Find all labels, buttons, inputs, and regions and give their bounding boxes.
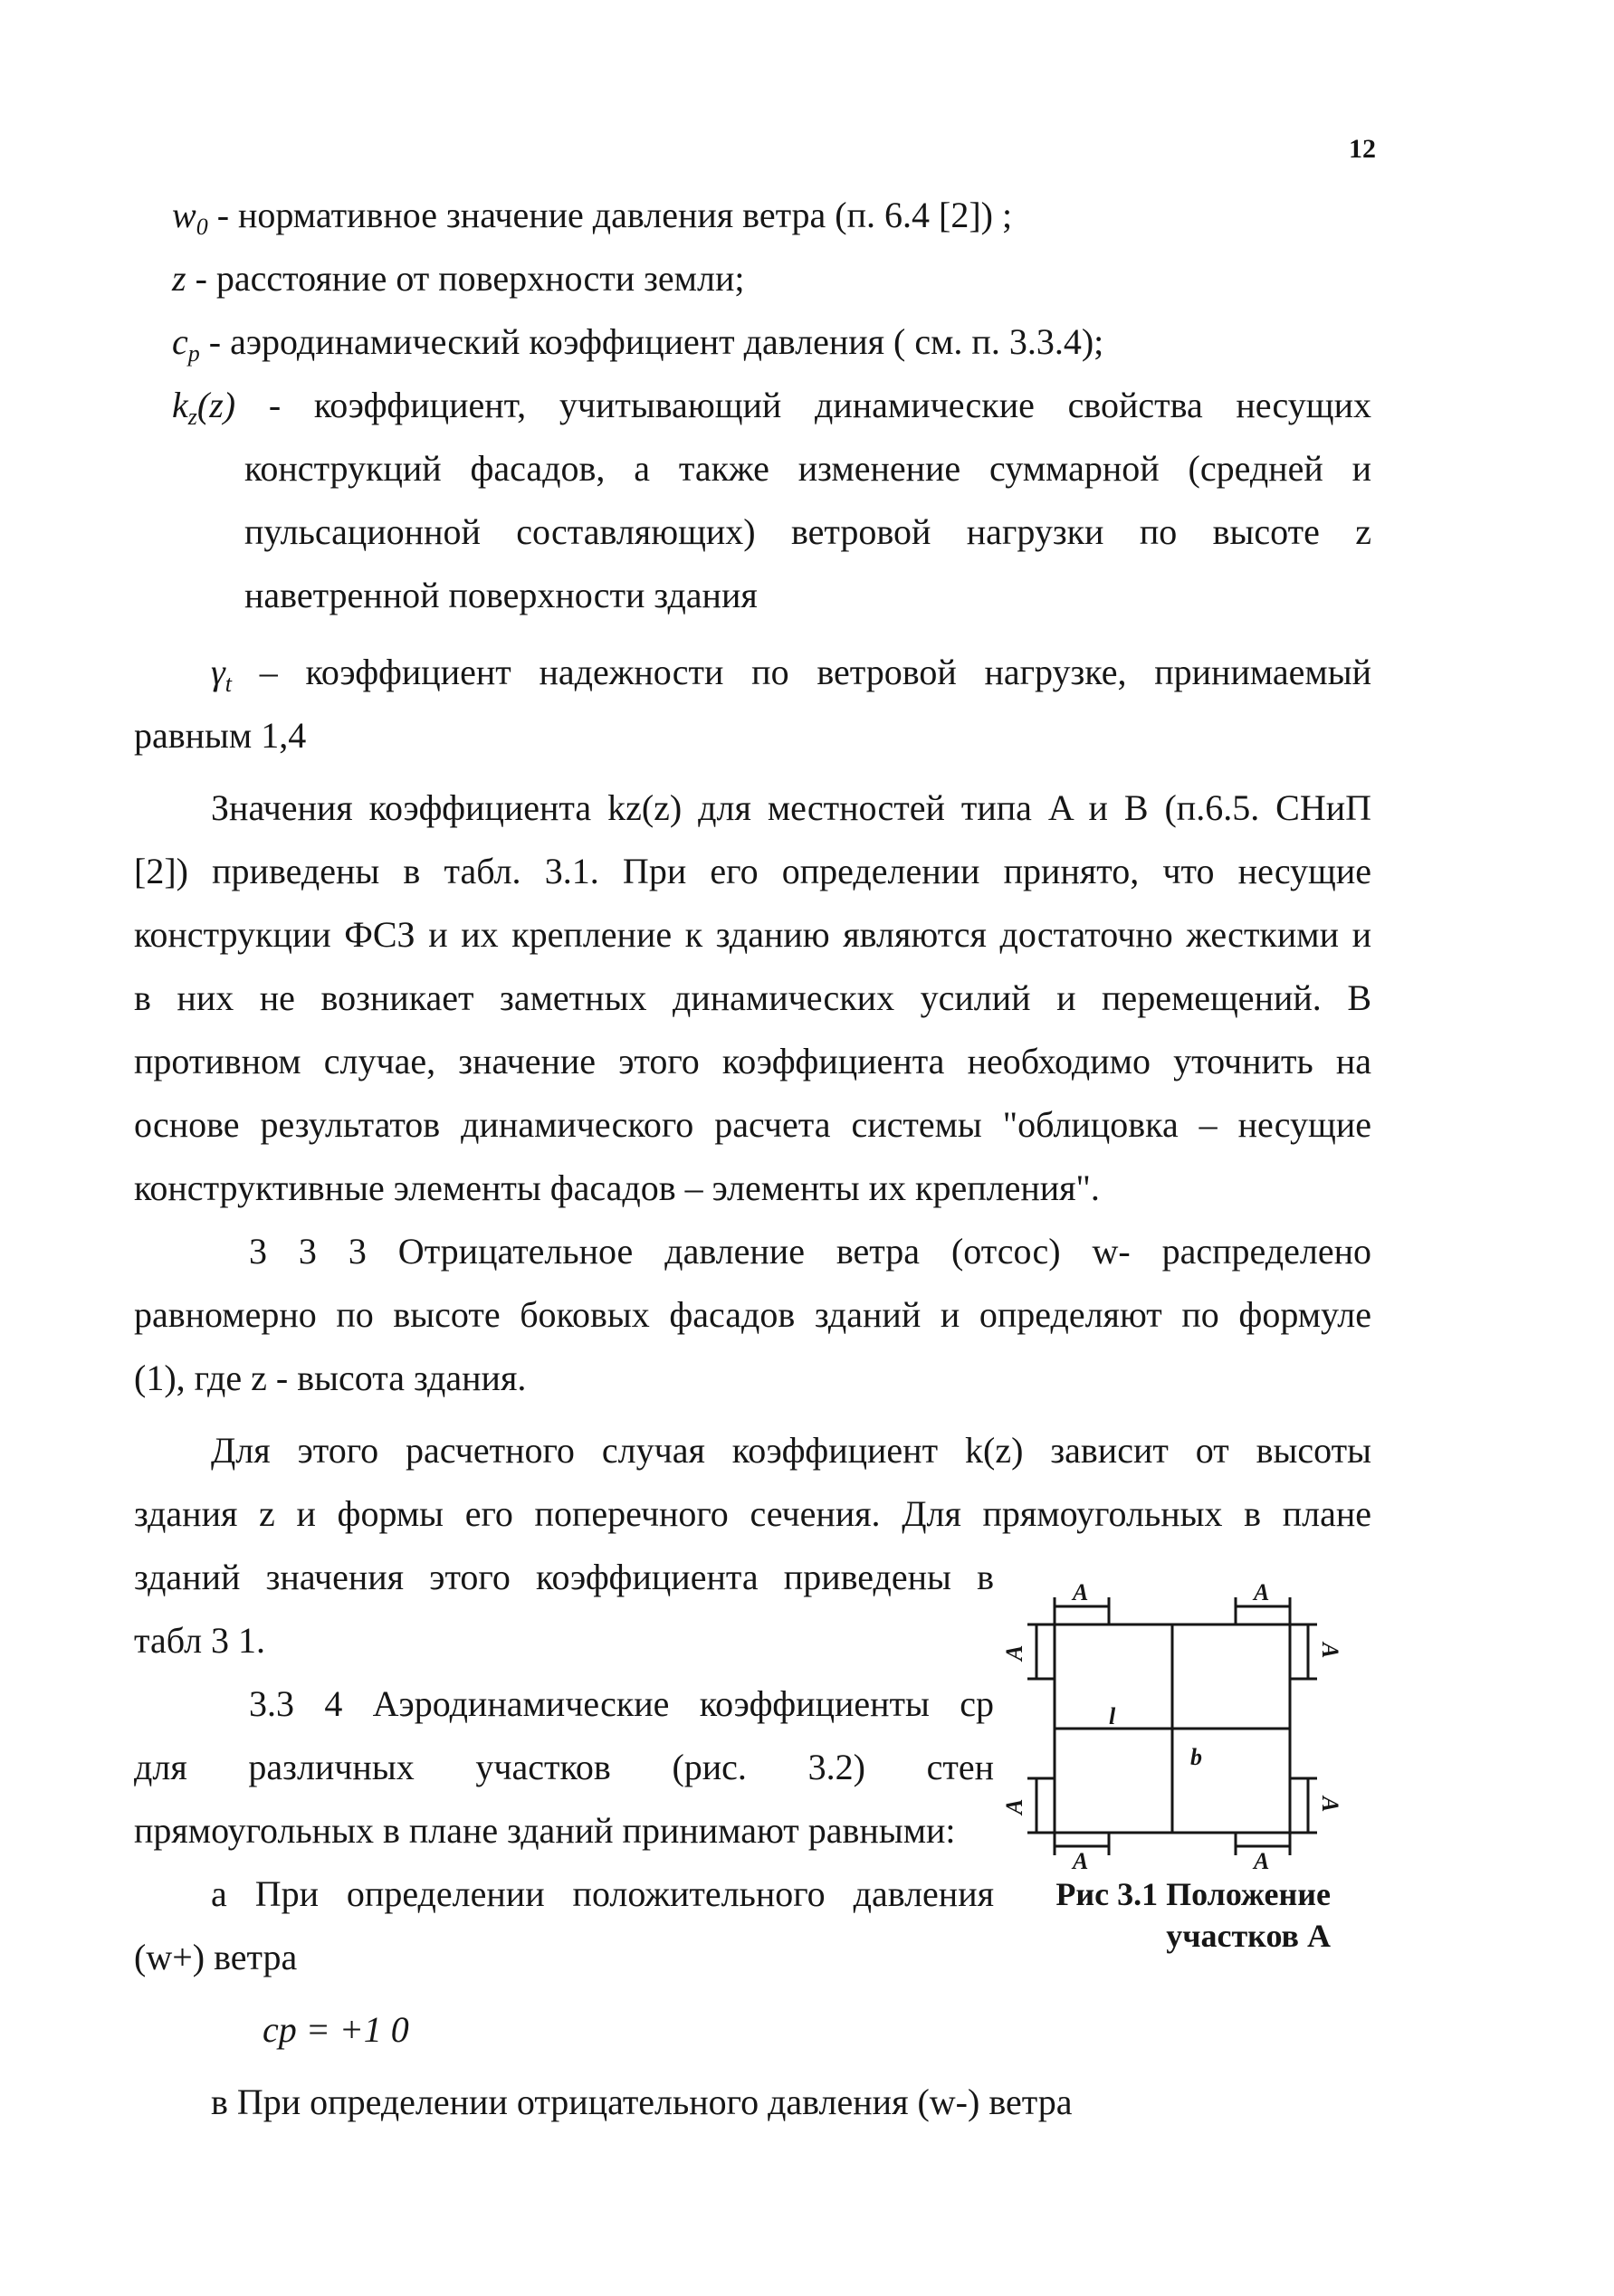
def-kz-text1: - коэффициент, учитывающий динамические свойства несущих xyxy=(235,385,1371,425)
def-kz-line1 xyxy=(172,383,1371,440)
para1-line3: конструкции ФСЗ и их крепление к зданию являются достаточно жесткими и xyxy=(134,914,1371,955)
para2-line1: 3 3 3 Отрицательное давление ветра (отсос) w- распределено xyxy=(249,1231,1371,1272)
def-w0 xyxy=(172,193,1012,250)
def-gamma-line1 xyxy=(211,650,1371,707)
def-w0-symbol: w xyxy=(172,195,196,235)
para1-line5: противном случае, значение этого коэффициента необходимо уточнить на xyxy=(134,1041,1371,1081)
label-l: l xyxy=(1109,1703,1116,1729)
label-b: b xyxy=(1190,1744,1202,1770)
def-kz-line2: конструкций фасадов, а также изменение суммарной (средней и xyxy=(244,448,1371,489)
para1-line7: конструктивные элементы фасадов – элементы их крепления". xyxy=(134,1167,1100,1208)
para1-line6: основе результатов динамического расчета системы "облицовка – несущие xyxy=(134,1104,1371,1145)
def-gamma-line2: равным 1,4 xyxy=(134,715,307,756)
para4-line2: для различных участков (рис. 3.2) стен xyxy=(134,1747,994,1787)
item-a-line1: a При определении положительного давления xyxy=(211,1873,994,1914)
def-kz-symbol: k xyxy=(172,385,188,425)
figure-3-1-diagram xyxy=(1001,1570,1343,1874)
def-w0-subscript: 0 xyxy=(196,214,208,240)
para3-line4: табл 3 1. xyxy=(134,1620,266,1661)
label-a-bottom-right: A xyxy=(1254,1848,1270,1874)
para3-line2: здания z и формы его поперечного сечения. Для прямоугольных в плане xyxy=(134,1493,1371,1534)
item-a-line2: (w+) ветра xyxy=(134,1937,298,1977)
label-a-top-left: A xyxy=(1073,1579,1089,1605)
def-gamma-subscript: t xyxy=(224,671,232,697)
def-kz-subscript: z xyxy=(187,404,197,430)
page-number: 12 xyxy=(1349,134,1376,164)
item-a-formula: cp = +1 0 xyxy=(263,2009,409,2050)
figure-caption-line2: участков A xyxy=(1166,1918,1331,1954)
label-a-right-top: A xyxy=(1317,1643,1343,1659)
label-a-left-top: A xyxy=(1001,1644,1027,1661)
label-a-left-bottom: A xyxy=(1001,1798,1027,1815)
para1-line4: в них не возникает заметных динамических усилий и перемещений. В xyxy=(134,977,1371,1018)
para3-line3: зданий значения этого коэффициента приведены в xyxy=(134,1557,994,1597)
def-w0-text: - нормативное значение давления ветра (п. 6.4 [2]) ; xyxy=(207,195,1013,235)
def-z-symbol: z xyxy=(172,258,186,299)
label-a-bottom-left: A xyxy=(1073,1848,1089,1874)
def-cp-subscript: p xyxy=(187,340,200,367)
label-a-right-bottom: A xyxy=(1317,1796,1343,1813)
figure-caption-line1: Рис 3.1 Положение xyxy=(1055,1876,1331,1912)
para3-line1: Для этого расчетного случая коэффициент k(z) зависит от высоты xyxy=(211,1430,1371,1471)
def-kz-line3: пульсационной составляющих) ветровой нагрузки по высоте z xyxy=(244,511,1371,552)
para1-line2: [2]) приведены в табл. 3.1. При его определении принято, что несущие xyxy=(134,851,1371,891)
def-cp-symbol: c xyxy=(172,321,188,362)
figure-3-1 xyxy=(1001,1570,1343,1874)
def-kz-symbol-tail: (z) xyxy=(196,385,236,425)
para2-line2: равномерно по высоте боковых фасадов зданий и определяют по формуле xyxy=(134,1294,1371,1335)
para1-line1: Значения коэффициента kz(z) для местностей типа A и B (п.6.5. СНиП xyxy=(211,787,1371,828)
item-b-line xyxy=(211,2080,1072,2125)
def-z xyxy=(172,256,744,301)
def-kz-line4: наветренной поверхности здания xyxy=(244,575,758,615)
para4-line1: 3.3 4 Аэродинамические коэффициенты cp xyxy=(249,1683,994,1724)
para2-line3: (1), где z - высота здания. xyxy=(134,1358,527,1398)
label-a-top-right: A xyxy=(1254,1579,1270,1605)
def-z-text: - расстояние от поверхности земли; xyxy=(186,258,745,299)
def-gamma-symbol: γ xyxy=(211,652,225,692)
def-cp xyxy=(172,319,1103,376)
def-cp-text: - аэродинамический коэффициент давления ( см. п. 3.3.4); xyxy=(199,321,1104,362)
para4-line3: прямоугольных в плане зданий принимают равными: xyxy=(134,1810,956,1851)
item-b-text: в При определении отрицательного давления (w-) ветра xyxy=(211,2082,1073,2122)
def-gamma-text1: – коэффициент надежности по ветровой нагрузке, принимаемый xyxy=(232,652,1371,692)
